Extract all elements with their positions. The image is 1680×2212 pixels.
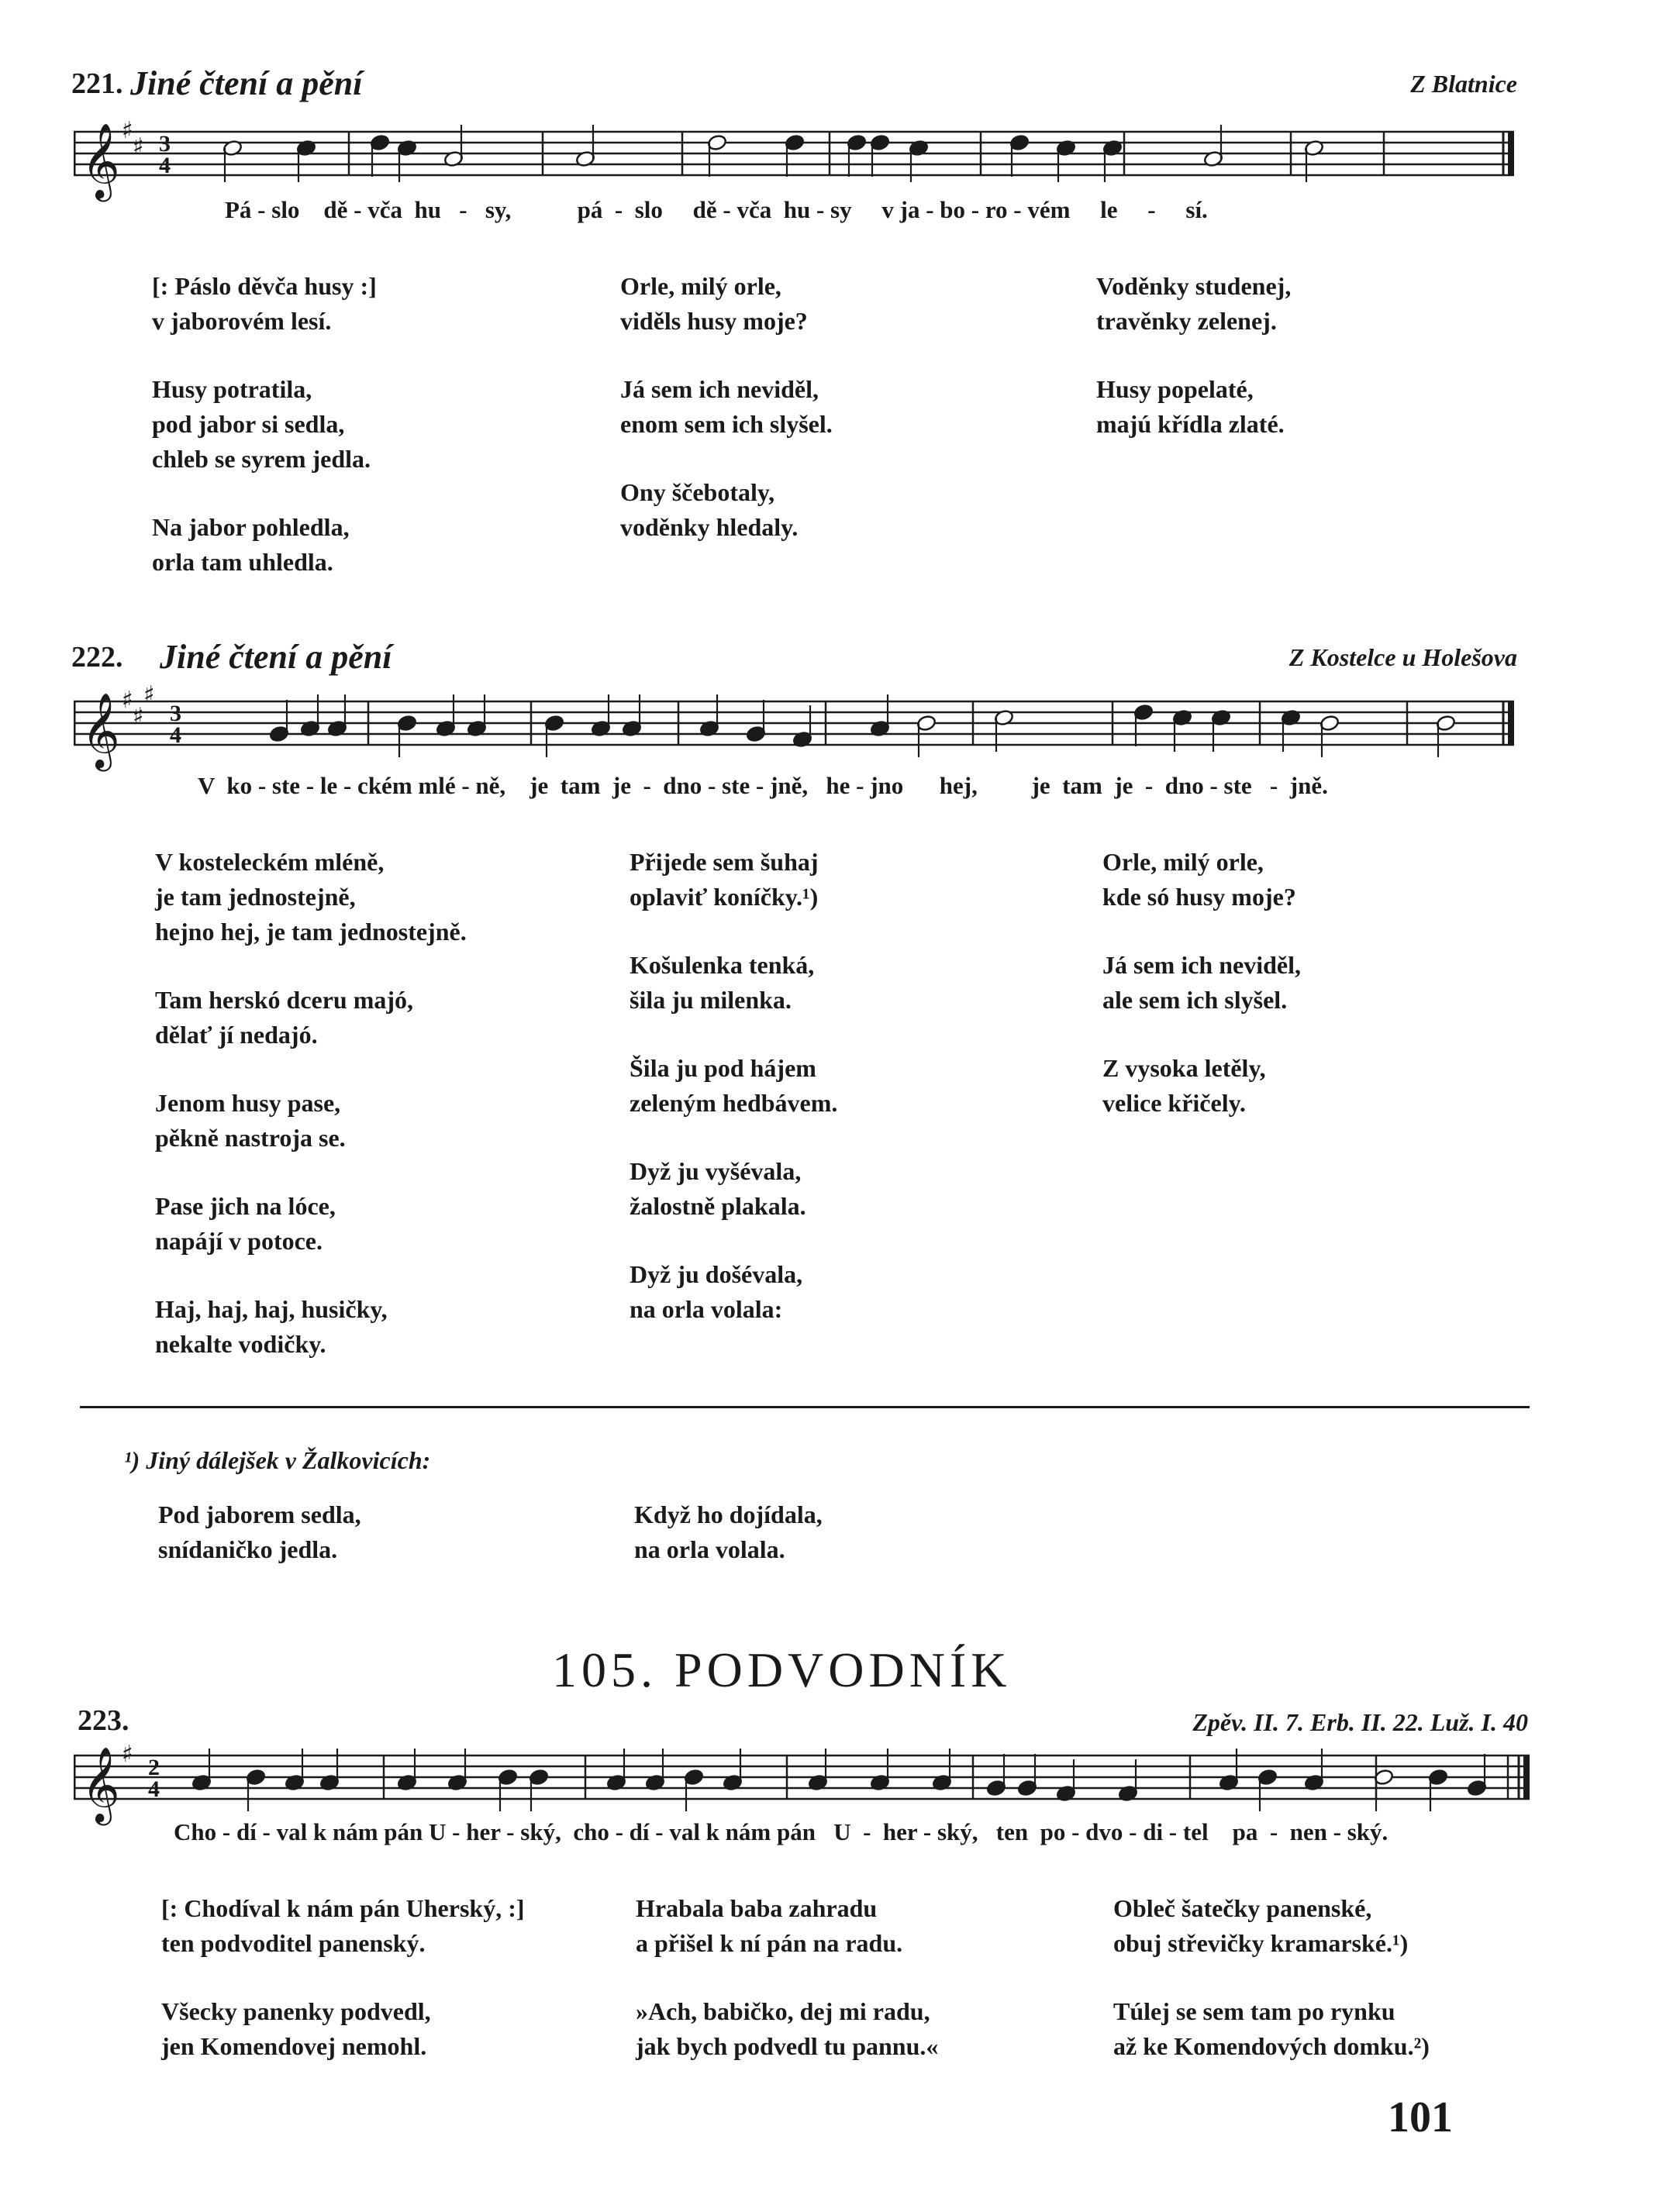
stanza-line: chleb se syrem jedla. (152, 445, 371, 473)
stanza-line: Orle, milý orle, (620, 272, 781, 300)
stanza-line: kde só husy moje? (1102, 883, 1296, 911)
stanza-line: orla tam uhledla. (152, 548, 333, 576)
stanza-line: ale sem ich slyšel. (1102, 986, 1288, 1014)
stanza (158, 1497, 361, 1567)
stanza-line: Obleč šatečky panenské, (1113, 1894, 1372, 1922)
stanza (155, 1189, 467, 1259)
page-number: 101 (1388, 2093, 1453, 2141)
stanza-line: pěkně nastroja se. (155, 1124, 346, 1152)
song-number: 223. (78, 1704, 129, 1737)
stanza-line: na orla volala: (630, 1295, 783, 1323)
time-signature-top: 2 (148, 1755, 160, 1780)
stanza (620, 475, 833, 545)
stanza-line: Túlej se sem tam po rynku (1113, 1997, 1395, 2025)
stanza-line: Dyž ju došévala, (630, 1260, 803, 1288)
stanza (630, 948, 837, 1018)
stanza (620, 269, 833, 339)
lyric-line: V ko - ste - le - ckém mlé - ně, je tam je - dno - ste - jně, he - jno hej, je tam je - dno - ste - jně. (198, 772, 1328, 799)
stanza-line: napájí v potoce. (155, 1227, 323, 1255)
stanza-column (152, 269, 377, 613)
sharp-icon: ♯ (122, 1741, 133, 1768)
stanza-line: zeleným hedbávem. (630, 1089, 838, 1117)
stanza-line: Z vysoka letěly, (1102, 1054, 1266, 1082)
stanza-line: a přišel k ní pán na radu. (636, 1929, 903, 1957)
stanza-line: Košulenka tenká, (630, 951, 815, 979)
stanza-line: Husy potratila, (152, 375, 312, 403)
stanza-line: hejno hej, je tam jednostejně. (155, 918, 467, 946)
stanza (634, 1497, 823, 1567)
stanza-line: majú křídla zlaté. (1096, 410, 1285, 438)
stanza-line: Husy popelaté, (1096, 375, 1254, 403)
time-signature-top: 3 (159, 131, 171, 157)
sharp-icon: ♯ (122, 687, 133, 714)
stanza-line: Když ho dojídala, (634, 1501, 823, 1528)
stanza-line: velice křičely. (1102, 1089, 1246, 1117)
stanza-line: Orle, milý orle, (1102, 848, 1264, 876)
stanza-column (161, 1891, 525, 2097)
stanza-line: Haj, haj, haj, husičky, (155, 1295, 388, 1323)
stanza-line: Všecky panenky podvedl, (161, 1997, 431, 2025)
section-title: 105. PODVODNÍK (552, 1642, 1012, 1697)
sharp-icon: ♯ (143, 682, 155, 708)
stanza (1096, 372, 1291, 442)
stanza-line: Pod jaborem sedla, (158, 1501, 361, 1528)
stanza-column (1102, 845, 1301, 1154)
stanza-line: šila ju milenka. (630, 986, 792, 1014)
lyric-line: Pá - slo dě - vča hu - sy, pá - slo dě - vča hu - sy v ja - bo - ro - vém le - sí. (225, 196, 1208, 223)
stanza-line: Já sem ich neviděl, (620, 375, 819, 403)
footnote-intro: ¹) Jiný dálejšek v Žalkovicích: (124, 1446, 431, 1474)
stanza-column (1096, 269, 1291, 475)
stanza (630, 845, 837, 915)
stanza (161, 1891, 525, 1961)
treble-clef-icon: 𝄞 (81, 692, 120, 768)
stanza (1096, 269, 1291, 339)
stanza-line: jak bych podvedl tu pannu.« (636, 2032, 939, 2060)
treble-clef-icon: 𝄞 (81, 122, 120, 198)
stanza (636, 1891, 938, 1961)
sharp-icon: ♯ (133, 133, 144, 160)
stanza (620, 372, 833, 442)
song-title: Jiné čtení a pění (130, 64, 363, 102)
stanza-line: Hrabala baba zahradu (636, 1894, 878, 1922)
stanza (152, 269, 377, 339)
footnote-column (158, 1497, 361, 1600)
stanza-line: Voděnky studenej, (1096, 272, 1292, 300)
stanza-line: Pase jich na lóce, (155, 1192, 336, 1220)
stanza-line: »Ach, babičko, dej mi radu, (636, 1997, 930, 2025)
sharp-icon: ♯ (122, 117, 133, 144)
stanza-line: žalostně plakala. (630, 1192, 806, 1220)
stanza-line: [: Chodíval k nám pán Uherský, :] (161, 1894, 525, 1922)
stanza-line: nekalte vodičky. (155, 1330, 326, 1358)
stanza-column (630, 845, 837, 1360)
song-source: Z Kostelce u Holešova (1288, 643, 1517, 671)
stanza (155, 1086, 467, 1156)
music-staff (74, 682, 1516, 783)
stanza (155, 845, 467, 949)
stanza-line: je tam jednostejně, (155, 883, 356, 911)
stanza-line: enom sem ich slyšel. (620, 410, 833, 438)
stanza (155, 1292, 467, 1362)
song-title: Jiné čtení a pění (160, 638, 392, 676)
stanza (1102, 948, 1301, 1018)
stanza-line: Šila ju pod hájem (630, 1054, 816, 1082)
stanza-line: Ony ščebotaly, (620, 478, 775, 506)
stanza (155, 983, 467, 1053)
stanza-line: viděls husy moje? (620, 307, 808, 335)
song-source: Z Blatnice (1410, 70, 1517, 98)
stanza (630, 1051, 837, 1121)
stanza-line: Dyž ju vyšévala, (630, 1157, 802, 1185)
final-barline-thick (1508, 701, 1514, 745)
treble-clef-icon: 𝄞 (81, 1746, 120, 1822)
stanza-line: jen Komendovej nemohl. (161, 2032, 427, 2060)
stanza-line: Na jabor pohledla, (152, 513, 350, 541)
stanza (1113, 1891, 1430, 1961)
time-signature-top: 3 (170, 701, 181, 726)
stanza-line: pod jabor si sedla, (152, 410, 345, 438)
sharp-icon: ♯ (133, 703, 144, 730)
stanza (152, 510, 377, 580)
stanza-column (620, 269, 833, 578)
stanza (630, 1154, 837, 1224)
time-signature-bottom: 4 (170, 722, 181, 748)
stanza-line: dělať jí nedajó. (155, 1021, 318, 1049)
stanza-line: Já sem ich neviděl, (1102, 951, 1301, 979)
stanza-column (155, 845, 467, 1395)
footnote-column (634, 1497, 823, 1600)
lyric-line: Cho - dí - val k nám pán U - her - ský, cho - dí - val k nám pán U - her - ský, ten po - dvo - di - tel pa - nen - ský. (174, 1818, 1389, 1845)
time-signature-bottom: 4 (148, 1776, 160, 1802)
footnote-divider (80, 1406, 1530, 1408)
stanza (152, 372, 377, 477)
final-barline-thick (1523, 1755, 1530, 1799)
stanza (1113, 1994, 1430, 2064)
stanza-line: Přijede sem šuhaj (630, 848, 819, 876)
staff-222-svg (74, 682, 1516, 783)
stanza-line: oplaviť koníčky.¹) (630, 883, 819, 911)
time-signature-bottom: 4 (159, 153, 171, 178)
stanza (630, 1257, 837, 1327)
song-number: 222. (71, 641, 123, 674)
stanza-line: voděnky hledaly. (620, 513, 799, 541)
stanza (636, 1994, 938, 2064)
stanza-line: V kosteleckém mléně, (155, 848, 385, 876)
stanza-line: travěnky zelenej. (1096, 307, 1277, 335)
stanza-column (1113, 1891, 1430, 2097)
song-number: 221. (71, 67, 123, 100)
stanza (161, 1994, 525, 2064)
stanza-line: Jenom husy pase, (155, 1089, 341, 1117)
stanza-line: obuj střevičky kramarské.¹) (1113, 1929, 1409, 1957)
stanza-line: až ke Komendových domku.²) (1113, 2032, 1430, 2060)
stanza-line: [: Páslo děvča husy :] (152, 272, 377, 300)
stanza (1102, 845, 1301, 915)
stanza-line: snídaničko jedla. (158, 1535, 338, 1563)
stanza-line: v jaborovém lesí. (152, 307, 332, 335)
song-source: Zpěv. II. 7. Erb. II. 22. Luž. I. 40 (1192, 1708, 1528, 1736)
stanza-line: ten podvoditel panenský. (161, 1929, 426, 1957)
stanza (1102, 1051, 1301, 1121)
stanza-column (636, 1891, 938, 2097)
stanza-line: Tam herskó dceru majó, (155, 986, 414, 1014)
stanza-line: na orla volala. (634, 1535, 785, 1563)
final-barline-thick (1508, 132, 1514, 175)
